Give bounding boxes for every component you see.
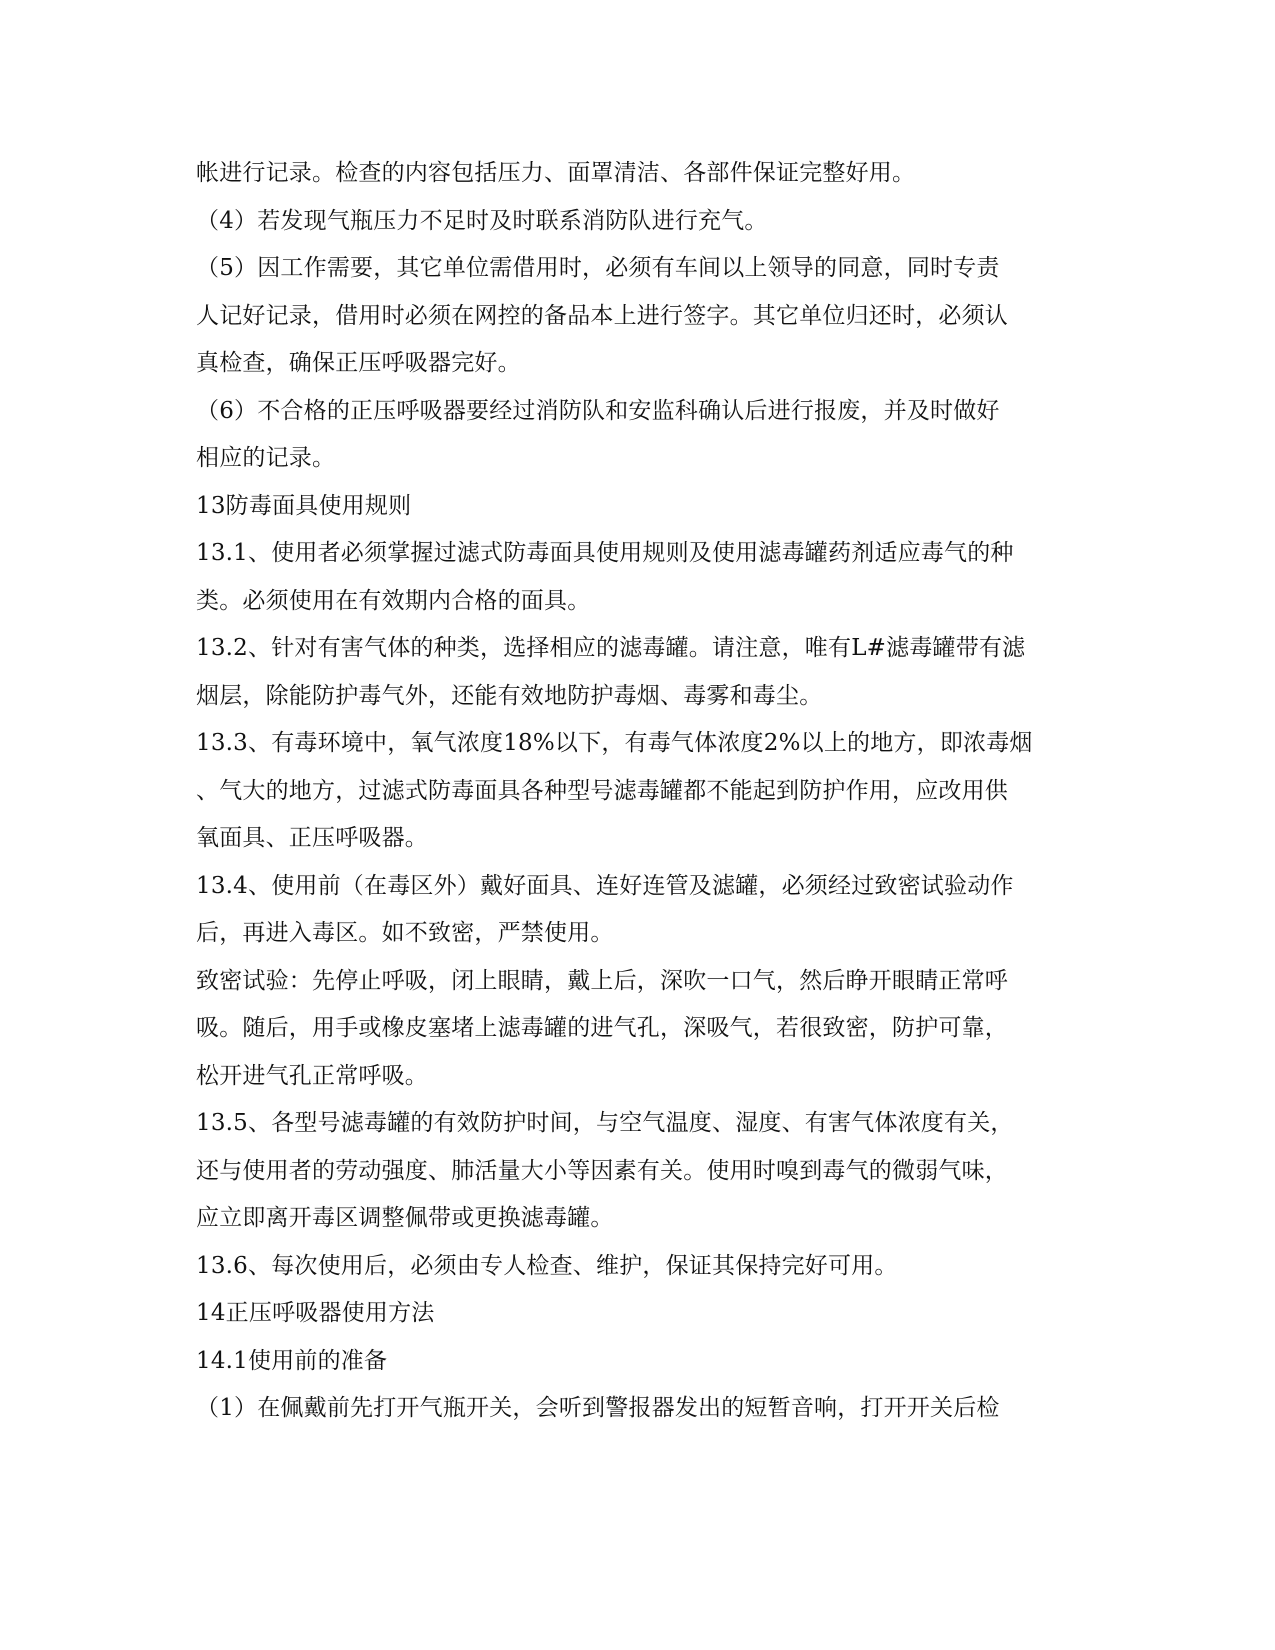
text-line: 还与使用者的劳动强度、肺活量大小等因素有关。使用时嗅到毒气的微弱气味， — [196, 1157, 1008, 1184]
text-line: （4）若发现气瓶压力不足时及时联系消防队进行充气。 — [196, 207, 768, 234]
text-line: 帐进行记录。检查的内容包括压力、面罩清洁、各部件保证完整好用。 — [196, 160, 916, 186]
text-line: 13.2、针对有害气体的种类，选择相应的滤毒罐。请注意，唯有L#滤毒罐带有滤 — [196, 635, 1026, 661]
text-line: 致密试验：先停止呼吸，闭上眼睛，戴上后，深吹一口气，然后睁开眼睛正常呼 — [196, 967, 1008, 994]
text-line: （1）在佩戴前先打开气瓶开关，会听到警报器发出的短暂音响，打开开关后检 — [196, 1395, 1000, 1421]
text-line: 13.1、使用者必须掌握过滤式防毒面具使用规则及使用滤毒罐药剂适应毒气的种 — [196, 540, 1014, 566]
text-line: 13.4、使用前（在毒区外）戴好面具、连好连管及滤罐，必须经过致密试验动作 — [196, 872, 1014, 899]
text-line: （6）不合格的正压呼吸器要经过消防队和安监科确认后进行报废，并及时做好 — [196, 397, 1000, 424]
text-line: 松开进气孔正常呼吸。 — [196, 1062, 428, 1089]
text-line: 应立即离开毒区调整佩带或更换滤毒罐。 — [196, 1205, 614, 1231]
text-line: 人记好记录，借用时必须在网控的备品本上进行签字。其它单位归还时，必须认 — [196, 302, 1008, 329]
section-heading: 14正压呼吸器使用方法 — [196, 1300, 435, 1326]
text-line: 类。必须使用在有效期内合格的面具。 — [196, 587, 591, 614]
text-line: 13.5、各型号滤毒罐的有效防护时间，与空气温度、湿度、有害气体浓度有关， — [196, 1110, 1014, 1136]
text-line: （5）因工作需要，其它单位需借用时，必须有车间以上领导的同意，同时专责 — [196, 255, 1000, 281]
text-line: 13.3、有毒环境中，氧气浓度18%以下，有毒气体浓度2%以上的地方，即浓毒烟 — [196, 730, 1033, 756]
text-line: 真检查，确保正压呼吸器完好。 — [196, 350, 521, 376]
section-heading: 13防毒面具使用规则 — [196, 492, 412, 519]
text-line: 吸。随后，用手或橡皮塞堵上滤毒罐的进气孔，深吸气，若很致密，防护可靠， — [196, 1015, 1008, 1041]
text-line: 、气大的地方，过滤式防毒面具各种型号滤毒罐都不能起到防护作用，应改用供 — [196, 777, 1008, 804]
text-line: 烟层，除能防护毒气外，还能有效地防护毒烟、毒雾和毒尘。 — [196, 682, 823, 709]
text-line: 13.6、每次使用后，必须由专人检查、维护，保证其保持完好可用。 — [196, 1252, 898, 1279]
text-line: 后，再进入毒区。如不致密，严禁使用。 — [196, 920, 614, 946]
subsection-heading: 14.1使用前的准备 — [196, 1347, 388, 1374]
text-line: 相应的记录。 — [196, 445, 336, 471]
text-line: 氧面具、正压呼吸器。 — [196, 825, 428, 851]
document-body — [196, 150, 1076, 1433]
